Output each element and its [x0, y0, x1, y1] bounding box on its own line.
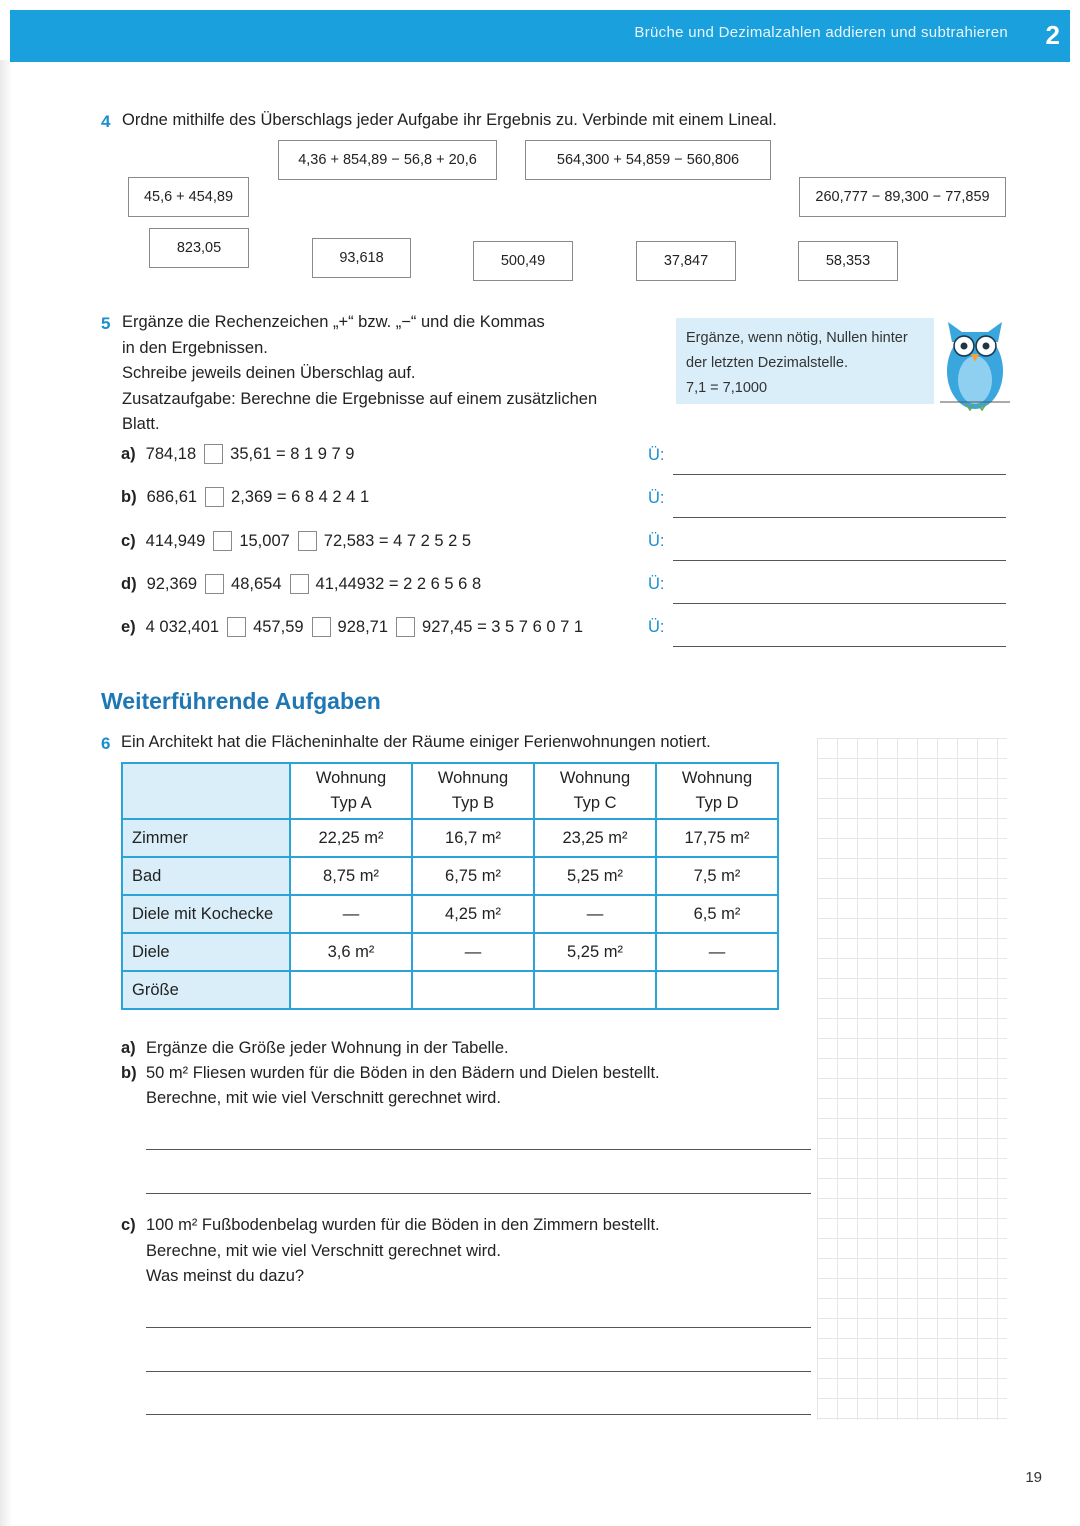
estimate-answer-line[interactable] [673, 646, 1006, 647]
subtask-text: 100 m² Fußbodenbelag wurden für die Böden in den Zimmern bestellt. [146, 1216, 660, 1234]
task-6-instruction: Ein Architekt hat die Flächeninhalte der Räume einiger Ferienwohnungen notiert. [121, 733, 711, 751]
task-4-expression-box[interactable]: 4,36 + 854,89 − 56,8 + 20,6 [278, 140, 497, 180]
hint-line: Ergänze, wenn nötig, Nullen hinter [686, 330, 908, 346]
row-label: a) [121, 444, 136, 463]
column-header-line: Wohnung [315, 769, 387, 787]
term: 72,583 = 4 7 2 5 2 5 [323, 531, 472, 550]
estimate-label: Ü: [648, 489, 665, 507]
row-label: e) [121, 617, 136, 636]
hint-line: der letzten Dezimalstelle. [686, 355, 848, 371]
task-4-result-box[interactable]: 500,49 [473, 241, 573, 281]
answer-line[interactable] [146, 1327, 811, 1328]
task-5-number: 5 [101, 314, 111, 333]
table-cell: 22,25 m² [290, 819, 412, 857]
table-cell: 3,6 m² [290, 933, 412, 971]
term: 414,949 [145, 531, 206, 550]
column-header [412, 763, 534, 819]
equation-row-b [121, 487, 369, 507]
operator-input-box[interactable] [205, 574, 224, 594]
task-5-instruction-line: Schreibe jeweils deinen Überschlag auf. [122, 364, 416, 382]
grid-scratch-area[interactable] [817, 738, 1007, 1420]
size-input-cell[interactable] [412, 971, 534, 1009]
term: 35,61 = 8 1 9 7 9 [230, 444, 355, 463]
task-4-number: 4 [101, 112, 111, 131]
table-cell: 7,5 m² [656, 857, 778, 895]
table-cell: — [290, 895, 412, 933]
table-cell: 6,5 m² [656, 895, 778, 933]
page-edge-shadow [0, 60, 12, 1526]
equation-row-d [121, 574, 481, 594]
term: 928,71 [337, 617, 389, 636]
estimate-answer-line[interactable] [673, 603, 1006, 604]
subtask-b [121, 1064, 660, 1083]
row-header: Bad [122, 857, 290, 895]
row-label: c) [121, 531, 136, 550]
estimate-answer-line[interactable] [673, 474, 1006, 475]
column-header-line: Wohnung [437, 769, 509, 787]
task-4-result-box[interactable]: 37,847 [636, 241, 736, 281]
task-6-number: 6 [101, 734, 111, 753]
task-4-expression-box[interactable]: 45,6 + 454,89 [128, 177, 249, 217]
task-4-result-box[interactable]: 93,618 [312, 238, 411, 278]
task-5-instruction-line: Ergänze die Rechenzeichen „+“ bzw. „−“ und die Kommas [122, 313, 545, 331]
term: 784,18 [145, 444, 197, 463]
operator-input-box[interactable] [227, 617, 246, 637]
subtask-c-line2: Berechne, mit wie viel Verschnitt gerechnet wird. [146, 1242, 501, 1260]
table-cell: 5,25 m² [534, 933, 656, 971]
estimate-answer-line[interactable] [673, 517, 1006, 518]
operator-input-box[interactable] [298, 531, 317, 551]
table-cell: 4,25 m² [412, 895, 534, 933]
table-row [122, 819, 778, 857]
estimate-label: Ü: [648, 446, 665, 464]
task-4-instruction: Ordne mithilfe des Überschlags jeder Aufgabe ihr Ergebnis zu. Verbinde mit einem Lineal. [122, 111, 777, 129]
operator-input-box[interactable] [205, 487, 224, 507]
table-corner-cell [122, 763, 290, 819]
table-row [122, 857, 778, 895]
table-cell: 17,75 m² [656, 819, 778, 857]
subtask-text: Ergänze die Größe jeder Wohnung in der Tabelle. [146, 1039, 509, 1057]
row-header: Diele mit Kochecke [122, 895, 290, 933]
table-row [122, 895, 778, 933]
table-cell: 5,25 m² [534, 857, 656, 895]
table-cell: — [412, 933, 534, 971]
header-title: Brüche und Dezimalzahlen addieren und subtrahieren [634, 24, 1008, 41]
equation-row-e [121, 617, 583, 637]
term: 15,007 [239, 531, 290, 550]
task-4-expression-box[interactable]: 260,777 − 89,300 − 77,859 [799, 177, 1006, 217]
term: 927,45 = 3 5 7 6 0 7 1 [422, 617, 584, 636]
task-5-instruction-line: Zusatzaufgabe: Berechne die Ergebnisse auf einem zusätzlichen [122, 390, 598, 408]
table-cell: 6,75 m² [412, 857, 534, 895]
operator-input-box[interactable] [204, 444, 223, 464]
task-4-expression-box[interactable]: 564,300 + 54,859 − 560,806 [525, 140, 771, 180]
answer-line[interactable] [146, 1414, 811, 1415]
estimate-label: Ü: [648, 532, 665, 550]
term: 2,369 = 6 8 4 2 4 1 [231, 487, 370, 506]
operator-input-box[interactable] [213, 531, 232, 551]
term: 457,59 [253, 617, 304, 636]
row-header: Zimmer [122, 819, 290, 857]
term: 686,61 [146, 487, 198, 506]
answer-line[interactable] [146, 1149, 811, 1150]
hint-box [676, 318, 934, 404]
answer-line[interactable] [146, 1193, 811, 1194]
column-header-line: Typ C [573, 794, 617, 812]
task-4-result-box[interactable]: 823,05 [149, 228, 249, 268]
column-header-line: Typ D [695, 794, 739, 812]
subtask-label: c) [121, 1216, 136, 1234]
size-input-cell[interactable] [534, 971, 656, 1009]
estimate-label: Ü: [648, 618, 665, 636]
table-cell: 23,25 m² [534, 819, 656, 857]
answer-line[interactable] [146, 1371, 811, 1372]
row-label: b) [121, 487, 137, 506]
page-number: 19 [1025, 1469, 1042, 1486]
estimate-answer-line[interactable] [673, 560, 1006, 561]
subtask-c-line3: Was meinst du dazu? [146, 1267, 305, 1285]
row-header: Größe [122, 971, 290, 1009]
equation-row-c [121, 531, 471, 551]
table-header-row [122, 763, 778, 819]
size-input-cell[interactable] [656, 971, 778, 1009]
table-row [122, 971, 778, 1009]
operator-input-box[interactable] [312, 617, 331, 637]
column-header [534, 763, 656, 819]
task-5-instruction-line: in den Ergebnissen. [122, 339, 268, 357]
task-4-result-box[interactable]: 58,353 [798, 241, 898, 281]
chapter-number: 2 [1045, 20, 1060, 50]
size-input-cell[interactable] [290, 971, 412, 1009]
column-header-line: Wohnung [681, 769, 753, 787]
column-header [290, 763, 412, 819]
subtask-b-line2: Berechne, mit wie viel Verschnitt gerechnet wird. [146, 1089, 501, 1107]
column-header-line: Typ A [330, 794, 372, 812]
hint-line: 7,1 = 7,1000 [686, 380, 768, 396]
table-cell: — [656, 933, 778, 971]
subtask-text: 50 m² Fliesen wurden für die Böden in den Bädern und Dielen bestellt. [146, 1064, 660, 1082]
term: 92,369 [146, 574, 198, 593]
table-cell: 16,7 m² [412, 819, 534, 857]
subtask-c [121, 1216, 660, 1235]
subtask-a [121, 1039, 509, 1058]
column-header [656, 763, 778, 819]
row-label: d) [121, 574, 137, 593]
column-header-line: Typ B [451, 794, 495, 812]
row-header: Diele [122, 933, 290, 971]
equation-row-a [121, 444, 354, 464]
operator-input-box[interactable] [290, 574, 309, 594]
term: 4 032,401 [145, 617, 220, 636]
subtask-label: a) [121, 1039, 136, 1057]
section-title: Weiterführende Aufgaben [101, 688, 381, 714]
table-cell: — [534, 895, 656, 933]
table-cell: 8,75 m² [290, 857, 412, 895]
term: 48,654 [231, 574, 282, 593]
term: 41,44932 = 2 2 6 5 6 8 [315, 574, 482, 593]
owl-mascot-icon [940, 316, 1010, 412]
estimate-label: Ü: [648, 575, 665, 593]
table-row [122, 933, 778, 971]
task-5-instruction-line: Blatt. [122, 415, 160, 433]
column-header-line: Wohnung [559, 769, 631, 787]
operator-input-box[interactable] [396, 617, 415, 637]
room-area-table [121, 762, 779, 1010]
subtask-label: b) [121, 1064, 137, 1082]
